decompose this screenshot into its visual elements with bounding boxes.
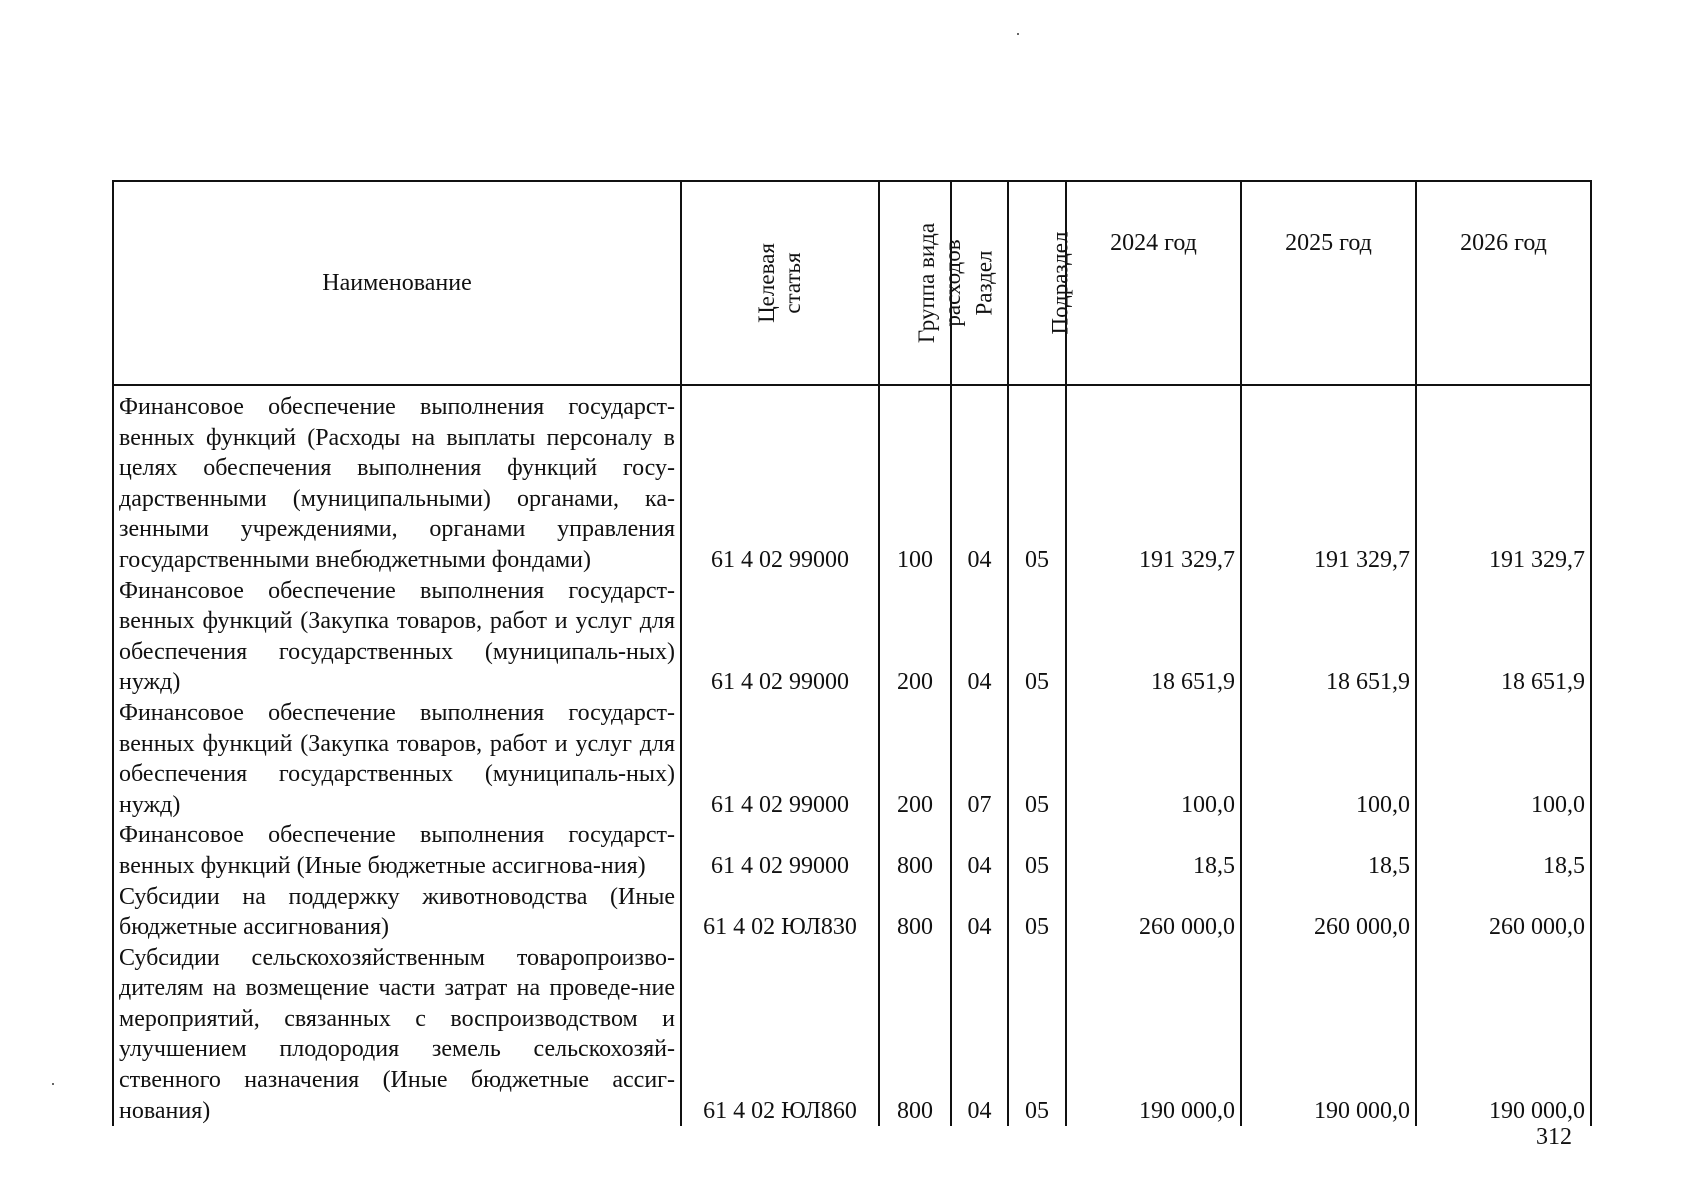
row-target-article: 61 4 02 ЮЛ860: [681, 943, 879, 1127]
row-section: 07: [951, 698, 1008, 820]
table-row: [113, 820, 1591, 881]
header-target-article: Целевая статья: [681, 181, 879, 385]
table-row: [113, 943, 1591, 1127]
header-year-2026: 2026 год: [1416, 181, 1591, 385]
row-name: Финансовое обеспечение выполнения государст-венных функций (Закупка товаров, работ и услуг для обеспечения государственных (муниципаль-ных) нужд): [113, 698, 681, 820]
row-subsection: 05: [1008, 882, 1066, 943]
row-amount-2024: 18,5: [1066, 820, 1241, 881]
row-target-article: 61 4 02 99000: [681, 385, 879, 576]
row-expense-group: 200: [879, 576, 951, 698]
row-section: 04: [951, 820, 1008, 881]
row-amount-2025: 18 651,9: [1241, 576, 1416, 698]
row-name: Субсидии на поддержку животноводства (Иные бюджетные ассигнования): [113, 882, 681, 943]
row-amount-2026: 190 000,0: [1416, 943, 1591, 1127]
scan-speck: [52, 1083, 54, 1085]
row-subsection: 05: [1008, 698, 1066, 820]
row-amount-2024: 260 000,0: [1066, 882, 1241, 943]
row-subsection: 05: [1008, 576, 1066, 698]
row-amount-2026: 18,5: [1416, 820, 1591, 881]
row-amount-2026: 260 000,0: [1416, 882, 1591, 943]
table-row: [113, 385, 1591, 576]
row-amount-2025: 18,5: [1241, 820, 1416, 881]
row-expense-group: 800: [879, 943, 951, 1127]
row-section: 04: [951, 576, 1008, 698]
row-target-article: 61 4 02 99000: [681, 698, 879, 820]
row-subsection: 05: [1008, 385, 1066, 576]
row-amount-2026: 191 329,7: [1416, 385, 1591, 576]
row-subsection: 05: [1008, 943, 1066, 1127]
table-row: [113, 882, 1591, 943]
table-row: [113, 576, 1591, 698]
row-name: Финансовое обеспечение выполнения государст-венных функций (Расходы на выплаты персоналу в целях обеспечения выполнения функций госу-дарственными (муниципальными) органами, ка-зенными учреждениями, органами управления государственными внебюджетными фондами): [113, 385, 681, 576]
header-section: Раздел: [951, 181, 1008, 385]
header-year-2024: 2024 год: [1066, 181, 1241, 385]
table-row: [113, 698, 1591, 820]
table-header-row: [113, 181, 1591, 385]
row-amount-2026: 100,0: [1416, 698, 1591, 820]
row-amount-2025: 190 000,0: [1241, 943, 1416, 1127]
row-target-article: 61 4 02 99000: [681, 820, 879, 881]
row-expense-group: 100: [879, 385, 951, 576]
row-name: Субсидии сельскохозяйственным товаропроизво-дителям на возмещение части затрат на проведе-ние мероприятий, связанных с воспроизводством и улучшением плодородия земель сельскохозяй-ственного назначения (Иные бюджетные ассиг-нования): [113, 943, 681, 1127]
page-number: 312: [1536, 1124, 1572, 1150]
header-expense-group: Группа вида расходов: [879, 181, 951, 385]
row-expense-group: 800: [879, 820, 951, 881]
row-target-article: 61 4 02 ЮЛ830: [681, 882, 879, 943]
row-amount-2024: 191 329,7: [1066, 385, 1241, 576]
header-subsection: Подраздел: [1008, 181, 1066, 385]
row-amount-2025: 260 000,0: [1241, 882, 1416, 943]
scan-speck: [1017, 33, 1019, 35]
row-name: Финансовое обеспечение выполнения государст-венных функций (Закупка товаров, работ и услуг для обеспечения государственных (муниципаль-ных) нужд): [113, 576, 681, 698]
row-section: 04: [951, 943, 1008, 1127]
row-section: 04: [951, 385, 1008, 576]
row-expense-group: 800: [879, 882, 951, 943]
budget-table: [112, 180, 1592, 1126]
row-amount-2024: 18 651,9: [1066, 576, 1241, 698]
row-section: 04: [951, 882, 1008, 943]
row-target-article: 61 4 02 99000: [681, 576, 879, 698]
header-name: Наименование: [113, 181, 681, 385]
row-amount-2026: 18 651,9: [1416, 576, 1591, 698]
row-amount-2024: 100,0: [1066, 698, 1241, 820]
header-year-2025: 2025 год: [1241, 181, 1416, 385]
row-expense-group: 200: [879, 698, 951, 820]
row-amount-2025: 100,0: [1241, 698, 1416, 820]
row-amount-2025: 191 329,7: [1241, 385, 1416, 576]
row-name: Финансовое обеспечение выполнения государст-венных функций (Иные бюджетные ассигнова-ния): [113, 820, 681, 881]
row-amount-2024: 190 000,0: [1066, 943, 1241, 1127]
row-subsection: 05: [1008, 820, 1066, 881]
